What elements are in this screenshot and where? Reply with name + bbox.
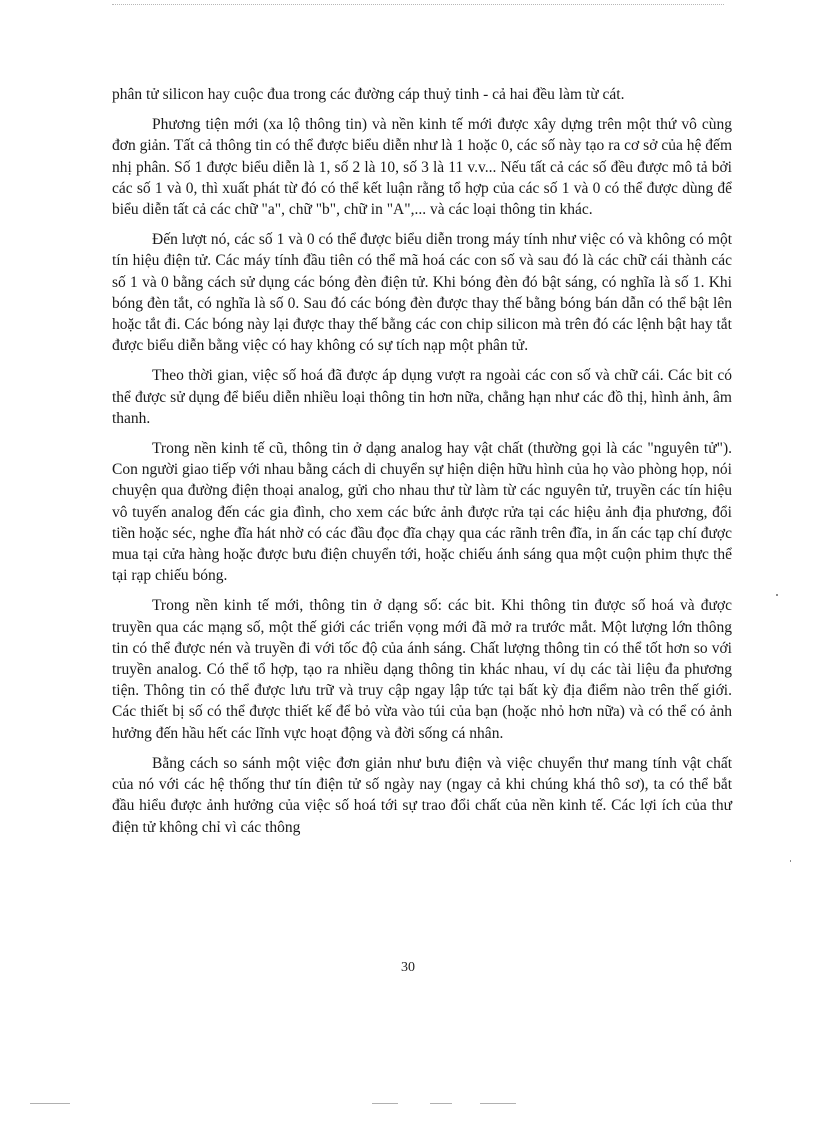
top-scan-artifact — [112, 0, 724, 5]
paragraph-1: phân tử silicon hay cuộc đua trong các đường cáp thuỷ tinh - cả hai đều làm từ cát. — [112, 86, 625, 103]
paragraph-7: Bằng cách so sánh một việc đơn giản như bưu điện và việc chuyển thư mang tính vật chất của nó với các hệ thống thư tín điện tử số ngày nay (ngay cả khi chúng khá thô sơ), ta có thể bắt đầu hiểu được ảnh hưởng của việc số hoá tới sự trao đổi chất của nền kinh tế. Các lợi ích của thư điện tử không chỉ vì các thông — [112, 754, 732, 836]
bottom-scan-mark — [372, 1103, 398, 1104]
bottom-scan-mark — [480, 1103, 516, 1104]
paragraph-2: Phương tiện mới (xa lộ thông tin) và nền kinh tế mới được xây dựng trên một thứ vô cùng đơn giản. Tất cả thông tin có thể được biểu diễn như là 1 hoặc 0, các số này tạo ra cơ sở của hệ đếm nhị phân. Số 1 được biểu diễn là 1, số 2 là 10, số 3 là 11 v.v... Nếu tất cả các số đều được mô tả bởi các số 1 và 0, thì xuất phát từ đó có thể kết luận rằng tổ hợp của các số 1 và 0 có thể được dùng để biểu diễn tất cả các chữ "a", chữ "b", chữ in "A",... và các loại thông tin khác. — [112, 116, 732, 219]
bottom-scan-mark — [430, 1103, 452, 1104]
scan-speck — [790, 860, 791, 862]
scan-speck — [776, 594, 778, 596]
document-body — [112, 84, 732, 847]
paragraph-5: Trong nền kinh tế cũ, thông tin ở dạng analog hay vật chất (thường gọi là các "nguyên tử"). Con người giao tiếp với nhau bằng cách di chuyển sự hiện diện hữu hình của họ vào phòng họp, nói chuyện qua đường điện thoại analog, gửi cho nhau thư từ làm từ các nguyên tử, truyền các tín hiệu vô tuyến analog đến các gia đình, cho xem các bức ảnh được rửa tại các hiệu ảnh địa phương, đổi tiền hoặc séc, nghe đĩa hát nhờ có các đầu đọc đĩa chạy qua các rãnh trên đĩa, in ấn các tạp chí được mua tại cửa hàng hoặc được bưu điện chuyển tới, hoặc chiếu ánh sáng qua một cuộn phim thực thể tại rạp chiếu bóng. — [112, 440, 732, 585]
page-number: 30 — [401, 960, 415, 975]
paragraph-4: Theo thời gian, việc số hoá đã được áp dụng vượt ra ngoài các con số và chữ cái. Các bit có thể được sử dụng để biểu diễn nhiều loại thông tin hơn nữa, chẳng hạn như các đồ thị, hình ảnh, âm thanh. — [112, 367, 732, 427]
paragraph-6: Trong nền kinh tế mới, thông tin ở dạng số: các bit. Khi thông tin được số hoá và được truyền qua các mạng số, một thế giới các triển vọng mới đã mở ra trước mắt. Một lượng lớn thông tin có thể được nén và truyền đi với tốc độ của ánh sáng. Chất lượng thông tin có thể tốt hơn so với truyền analog. Có thể tổ hợp, tạo ra nhiều dạng thông tin khác nhau, ví dụ các tài liệu đa phương tiện. Thông tin có thể được lưu trữ và truy cập ngay lập tức tại bất kỳ địa điểm nào trên thế giới. Các thiết bị số có thể được thiết kế để bỏ vừa vào túi của bạn (hoặc nhỏ hơn nữa) và có thể có ảnh hưởng đến hầu hết các lĩnh vực hoạt động và đời sống cá nhân. — [112, 597, 732, 742]
paragraph-3: Đến lượt nó, các số 1 và 0 có thể được biểu diễn trong máy tính như việc có và không có một tín hiệu điện tử. Các máy tính đầu tiên có thể mã hoá các con số và sau đó là các chữ cái thành các số 1 và 0 bằng cách sử dụng các bóng đèn điện tử. Khi bóng đèn đó bật sáng, có nghĩa là số 1. Khi bóng đèn tắt, có nghĩa là số 0. Sau đó các bóng đèn được thay thế bằng bóng bán dẫn có thể bật lên hoặc tắt đi. Các bóng này lại được thay thế bằng các con chip silicon mà trên đó các lệnh bật hay tắt được biểu diễn bằng việc có hay không có sự tích nạp một phân tử. — [112, 231, 732, 355]
bottom-scan-mark — [30, 1103, 70, 1104]
